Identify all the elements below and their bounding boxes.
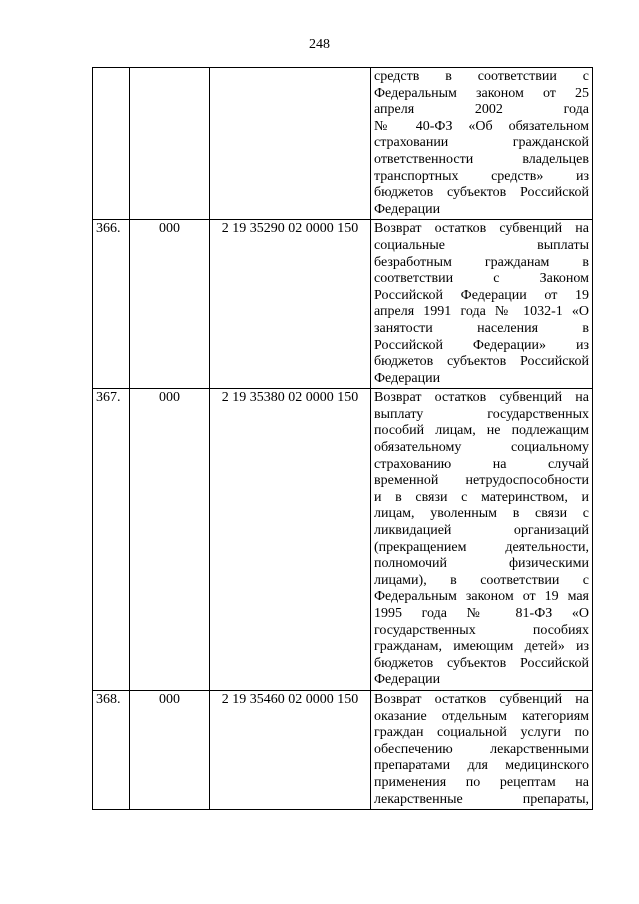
description-line: транспортных средств» из (374, 168, 589, 184)
page-number: 248 (309, 37, 330, 52)
description-line: Возврат остатков субвенций на (374, 221, 589, 237)
budget-code-cell: 2 19 35380 02 0000 150 (210, 389, 371, 691)
description-line: средств в соответствии с (374, 69, 589, 84)
description-line: страховании гражданской (374, 135, 589, 151)
description-line: безработным гражданам в (374, 254, 589, 270)
description-line: Федерации (374, 672, 441, 688)
description-line: Возврат остатков субвенций на (374, 390, 589, 406)
description-line: и в связи с материнством, и (374, 489, 589, 505)
description-cell (371, 690, 593, 809)
description-line: ответственности владельцев (374, 151, 589, 167)
admin-code-cell (130, 68, 210, 220)
description-line: Федерации (374, 370, 441, 386)
description-line: бюджетов субъектов Российской (374, 655, 589, 671)
description-line: государственных пособиях (374, 622, 589, 638)
description-line: Возврат остатков субвенций на (374, 691, 589, 707)
description-line: обязательному социальному (374, 440, 589, 456)
description-line: Российской Федерации от 19 (374, 287, 589, 303)
table-row (93, 690, 593, 809)
description-line: лекарственные препараты, (374, 791, 589, 807)
table-body (93, 68, 593, 810)
table-row (93, 389, 593, 691)
description-line: бюджетов субъектов Российской (374, 185, 589, 201)
row-number-cell: 367. (93, 389, 130, 691)
description-line: ликвидацией организаций (374, 523, 589, 539)
description-line: Российской Федерации» из (374, 337, 589, 353)
description-line: выплату государственных (374, 406, 589, 422)
row-number-cell: 368. (93, 690, 130, 809)
description-line: полномочий физическими (374, 556, 589, 572)
description-line: апреля 1991 года № 1032-1 «О (374, 304, 589, 320)
description-line: страхованию на случай (374, 456, 589, 472)
description-cell (371, 68, 593, 220)
description-cell (371, 220, 593, 389)
description-line: бюджетов субъектов Российской (374, 354, 589, 370)
description-line: лицам, уволенным в связи с (374, 506, 589, 522)
description-line: пособий лицам, не подлежащим (374, 423, 589, 439)
description-line: соответствии с Законом (374, 271, 589, 287)
description-line: оказание отдельным категориям (374, 708, 589, 724)
description-line: социальные выплаты (374, 237, 589, 253)
description-line: граждан социальной услуги по (374, 725, 589, 741)
budget-code-cell: 2 19 35290 02 0000 150 (210, 220, 371, 389)
admin-code-cell: 000 (130, 690, 210, 809)
description-line: Федеральным законом от 25 (374, 85, 589, 101)
admin-code-cell: 000 (130, 220, 210, 389)
description-cell (371, 389, 593, 691)
description-line: гражданам, имеющим детей» из (374, 639, 589, 655)
description-line: Федерации (374, 201, 441, 217)
description-line: апреля 2002 года (374, 102, 589, 118)
description-line: Федеральным законом от 19 мая (374, 589, 589, 605)
description-line: применения по рецептам на (374, 774, 589, 790)
row-number-cell: 366. (93, 220, 130, 389)
description-line: 1995 года № 81-ФЗ «О (374, 606, 589, 621)
description-line: препаратами для медицинского (374, 758, 589, 774)
description-line: № 40-ФЗ «Об обязательном (374, 118, 589, 134)
row-number-cell (93, 68, 130, 220)
description-line: занятости населения в (374, 320, 589, 336)
description-line: лицами), в соответствии с (374, 572, 589, 588)
budget-code-cell: 2 19 35460 02 0000 150 (210, 690, 371, 809)
description-line: обеспечению лекарственными (374, 741, 589, 757)
description-line: (прекращением деятельности, (374, 539, 589, 555)
description-line: временной нетрудоспособности (374, 473, 589, 489)
table-row (93, 68, 593, 220)
budget-classification-table (92, 67, 593, 810)
budget-code-cell (210, 68, 371, 220)
table-row (93, 220, 593, 389)
admin-code-cell: 000 (130, 389, 210, 691)
